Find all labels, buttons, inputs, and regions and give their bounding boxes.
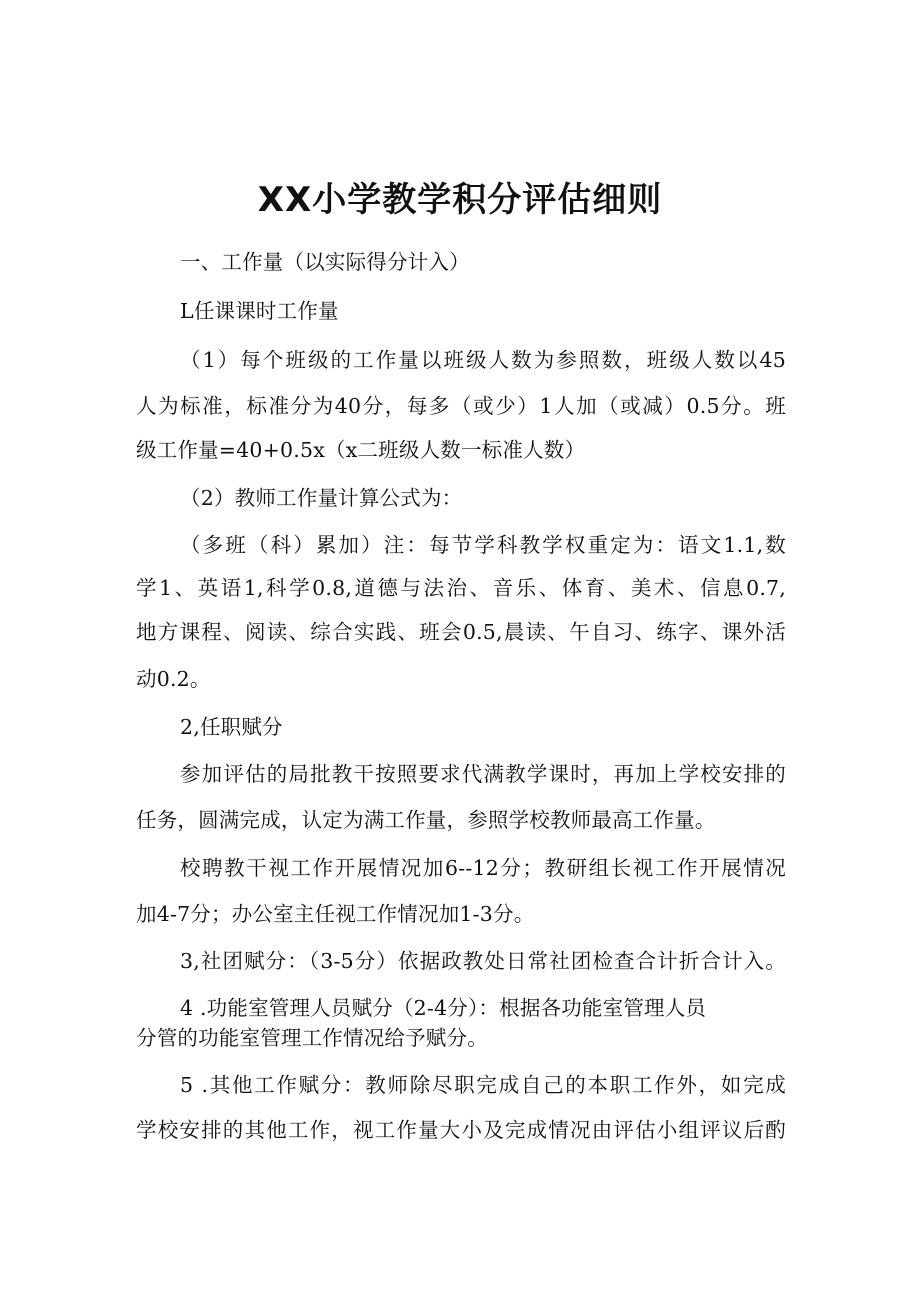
paragraph-line: 4 .功能室管理人员赋分（2-4分）：根据各功能室管理人员 <box>180 996 707 1020</box>
paragraph-line: 分管的功能室管理工作情况给予赋分。 <box>136 1026 488 1050</box>
subsection-heading-position-score: 2,任职赋分 <box>180 715 283 739</box>
paragraph-line: 动0.2。 <box>136 667 211 691</box>
paragraph-line: 3,社团赋分：（3-5分）依据政教处日常社团检查合计折合计入。 <box>180 949 786 973</box>
paragraph-line: 5 .其他工作赋分：教师除尽职完成自己的本职工作外，如完成 <box>180 1073 786 1097</box>
paragraph-line: 地方课程、阅读、综合实践、班会0.5,晨读、午自习、练字、课外活 <box>136 620 786 644</box>
paragraph-line: 人为标准，标准分为40分，每多（或少）1人加（或减）0.5分。班 <box>136 394 786 418</box>
section-heading-workload: 一、工作量（以实际得分计入） <box>180 250 470 274</box>
paragraph-line: 加4-7分；办公室主任视工作情况加1-3分。 <box>136 902 535 926</box>
paragraph-line: （2）教师工作量计算公式为： <box>180 486 463 510</box>
paragraph-line: 参加评估的局批教干按照要求代满教学课时，再加上学校安排的 <box>180 762 786 786</box>
paragraph-line: 校聘教干视工作开展情况加6--12分；教研组长视工作开展情况 <box>180 856 786 880</box>
paragraph-line: 级工作量=40+0.5x（x二班级人数一标准人数） <box>136 438 586 462</box>
paragraph-line: 学校安排的其他工作，视工作量大小及完成情况由评估小组评议后酌 <box>136 1118 786 1142</box>
paragraph-line: 任务，圆满完成，认定为满工作量，参照学校教师最高工作量。 <box>136 808 716 832</box>
paragraph-line: 学1、英语1,科学0.8,道德与法治、音乐、体育、美术、信息0.7, <box>136 576 786 600</box>
paragraph-line: （1）每个班级的工作量以班级人数为参照数，班级人数以45 <box>180 348 786 372</box>
paragraph-line: （多班（科）累加）注：每节学科教学权重定为：语文1.1,数 <box>180 533 786 557</box>
subsection-heading-teaching-hours: L任课课时工作量 <box>180 299 339 323</box>
document-title: XX小学教学积分评估细则 <box>257 180 663 220</box>
